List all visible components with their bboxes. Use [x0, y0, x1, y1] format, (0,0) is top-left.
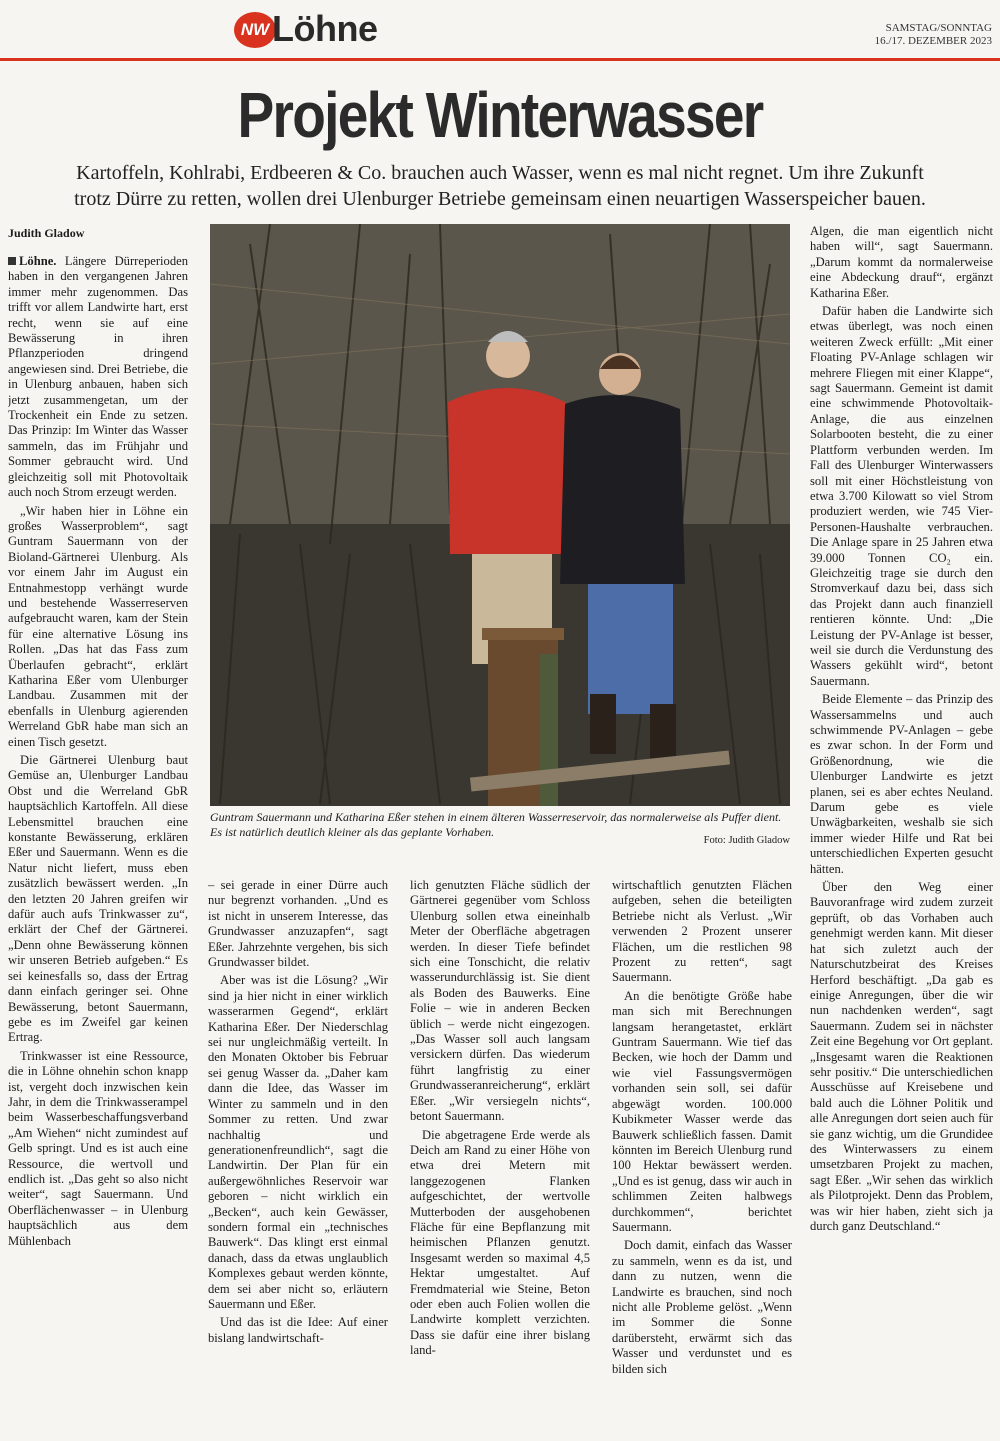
masthead-rule [0, 58, 1000, 61]
photo-caption [210, 810, 790, 848]
person-man-jacket [448, 388, 568, 554]
author-byline: Judith Gladow [8, 226, 85, 240]
paragraph [8, 254, 188, 501]
paragraph: Über den Weg einer Bauvoranfrage wird zudem zurzeit geprüft, ob das Vorhaben auch genehmigt werden kann. Mit dieser hat sich zuletzt auch der Naturschutzbeirat des Kreises Herford beschäftigt. „Da gab es einige Anregungen, über die wir nun nachdenken werden“, sagt Sauermann. Zudem sei in nächster Zeit eine Begehung vor Ort geplant. „Insgesamt waren die Reaktionen sehr positiv.“ Die unterschiedlichen Ausschüsse auf Kreisebene und bald auch die Löhner Politik und alle Anregungen dort seien auch für sie ganz wichtig, um die Grundidee des Winterwassers zu einem umsetzbaren Projekt zu machen, sagt Eßer. „Wir sehen das wirklich als Pilotprojekt. Denn das Problem, was wir hier haben, zieht sich ja durch ganz Deutschland.“ [810, 880, 993, 1233]
article-column-1 [8, 254, 188, 1436]
paragraph: Doch damit, einfach das Wasser zu sammeln, wenn es da ist, und dann zu nutzen, wenn die Landwirte es brauchen, sind noch nicht alle Probleme gelöst. „Wenn im Sommer die Sonne darübersteht, erwärmt sich das Wasser und verdunstet und es bilden sich [612, 1238, 792, 1376]
paragraph: wirtschaftlich genutzten Flächen aufgeben, sehen die beteiligten Betriebe nicht als Verlust. „Wir verwenden 2 Prozent unserer Flächen, um die restlichen 98 Prozent zu retten“, sagt Sauermann. [612, 878, 792, 985]
article-column-4 [612, 878, 792, 1436]
article-column-3 [410, 878, 590, 1436]
person-woman-jacket [560, 395, 685, 584]
subheadline-line-1: Kartoffeln, Kohlrabi, Erdbeeren & Co. brauchen auch Wasser, wenn es mal nicht regnet. Um ihre Zukunft [76, 162, 924, 184]
paragraph: – sei gerade in einer Dürre auch nur begrenzt vorhanden. „Und es ist nicht in unserem Interesse, das Grundwasser anzuzapfen“, sagt Eßer. Jahrzehnte vergehen, bis sich Grundwasser bildet. [208, 878, 388, 970]
paragraph: Algen, die man eigentlich nicht haben will“, sagt Sauermann. „Darum kommt da normalerweise eine Abdeckung drauf“, ergänzt Katharina Eßer. [810, 224, 993, 300]
dateline [875, 22, 992, 48]
paragraph: Dafür haben die Landwirte sich etwas überlegt, was noch einen weiteren Zweck erfüllt: „Mit einer Floating PV-Anlage schlagen wir mehrere Fliegen mit einer Klappe“, sagt Sauermann. Gemeint ist damit eine schwimmende Photovoltaik-Anlage, die aus einzelnen Solarbooten besteht, die zu einer Plattform verbunden werden. Im Fall des Ulenburger Winterwassers soll mit einer Höchstleistung von etwa 3.700 Kilowatt so viel Strom produziert werden, wie 745 Vier-Personen-Haushalte verbrauchen. Die Anlage spare in 25 Jahren etwa 39.000 Tonnen CO₂ ein. Gleichzeitig trage sie durch den Stromverkauf dazu bei, dass sich das Projekt dann auch finanziell rentieren könnte. Und: „Die Leistung der PV-Anlage ist besser, weil sie durch die Verdunstung des Wassers gekühlt wird“, betont Sauermann. [810, 304, 993, 688]
newspaper-logo-badge: NW [234, 12, 276, 48]
caption-text: Guntram Sauermann und Katharina Eßer stehen in einem älteren Wasserreservoir, das normalerweise als Puffer dient. Es ist natürlich deutlich kleiner als das geplante Vorhaben. [210, 810, 782, 839]
paragraph: „Wir haben hier in Löhne ein großes Wasserproblem“, sagt Guntram Sauermann von der Bioland-Gärtnerei Ulenburg. Als vor einem Jahr im August ein Entnahmestopp verhängt wurde und bestehende Wasserreserven aufgebraucht waren, kam der Stein für eine alternative Lösung ins Rollen. „Das hat das Fass zum Überlaufen gebracht“, erklärt Katharina Eßer vom Ulenburger Landbau. Zusammen mit der ebenfalls in Ulenburg agierenden Werreland GbR habe man sich an einen Tisch gesetzt. [8, 503, 188, 749]
paragraph: Trinkwasser ist eine Ressource, die in Löhne ohnehin schon knapp ist, vergeht doch inzwischen kein Jahr, in dem die Trinkwasserampel beim Wasserbeschaffungsverband „Am Wiehen“ nicht zumindest auf Gelb springt. Und es ist auch eine Ressource, die wertvoll und endlich ist. „Das geht so also nicht weiter“, sagt Sauermann. Und Oberflächenwasser – in Ulenburg hauptsächlich aus dem Mühlenbach [8, 1048, 188, 1248]
issue-date: 16./17. DEZEMBER 2023 [874, 35, 992, 47]
paragraph: Die abgetragene Erde werde als Deich am Rand zu einer Höhe von etwa drei Metern mit langgezogenen Flanken aufgeschichtet, der wertvolle Mutterboden der ausgehobenen Fläche für eine Bepflanzung mit heimischen Pflanzen genutzt. Insgesamt werden so maximal 4,5 Hektar umgestaltet. Auf Fremdmaterial wie Steine, Beton oder eben auch Folien wollen die Landwirte komplett verzichten. Dass sie dafür eine ihrer bislang land- [410, 1127, 590, 1358]
paragraph: Aber was ist die Lösung? „Wir sind ja hier nicht in einer wirklich wasserarmen Gegend“, erklärt Katharina Eßer. Der Niederschlag sei nur ungleichmäßig verteilt. In den Monaten Oktober bis Februar sei genug Wasser da. „Daher kam dann die Idee, das Wasser im Winter zu sammeln und in den Sommer zu retten. Und zwar nachhaltig und generationenfreundlich“, sagt die Landwirtin. Der Plan für ein außergewöhnliches Reservoir war geboren – nicht wirklich ein „Becken“, auch kein Gewässer, sondern formal ein „technisches Bauwerk“. Das klingt erst einmal danach, dass da etwas unglaublich Komplexes gebaut werden könnte, dem sei aber nicht so, erläutern Sauermann und Eßer. [208, 973, 388, 1311]
issue-day: SAMSTAG/SONNTAG [885, 22, 992, 34]
paragraph: Die Gärtnerei Ulenburg baut Gemüse an, Ulenburger Landbau Obst und die Werreland GbR hauptsächlich Kartoffeln. All diese Lebensmittel brauchen eine konstante Bewässerung, erklären Eßer und Sauermann. Wenn es die Natur nicht liefert, muss eben zusätzlich bewässert werden. „In den letzten 20 Jahren greifen wir dafür auch aufs Trinkwasser zu“, erklärt der Chef der Gärtnerei. „Denn ohne Bewässerung können wir unseren Betrieb aufgeben.“ Es sei keinesfalls so, dass der Ertrag dann einfach geringer sei. Ohne Bewässerung, betont Sauermann, gebe es im Zweifel gar keinen Ertrag. [8, 753, 188, 1045]
article-column-5 [810, 224, 993, 1436]
article-subheadline [0, 160, 1000, 212]
paragraph-text: Längere Dürreperioden haben in den vergangenen Jahren immer mehr zugenommen. Das trifft vor allem Landwirte hart, erst recht, wenn sie auf eine Bewässerung in ihren Pflanzperioden dringend angewiesen sind. Drei Betriebe, die in Ulenburg anbauen, haben sich jetzt zusammengetan, um der Trockenheit ein Ende zu setzen. Das Prinzip: Im Winter das Wasser sammeln, das im Frühjahr und Sommer gebraucht wird. Und gleichzeitig soll mit Photovoltaik auch noch Strom erzeugt werden. [8, 254, 188, 500]
article-photo [210, 224, 790, 806]
paragraph: lich genutzten Fläche südlich der Gärtnerei gegenüber vom Schloss Ulenburg sollen etwa eineinhalb Meter der Oberfläche abgetragen werden. In dieser Tiefe befindet sich eine Tonschicht, die relativ wasserundurchlässig ist. Sie dient als Boden des Bauwerks. Eine Folie – wie in anderen Becken üblich – werde nicht eingezogen. „Das Wasser soll auch langsam versickern dürfen. Das wiederum führt langfristig zu einer Grundwasseranreicherung“, erklärt Eßer. „Wir versiegeln nichts“, betont Sauermann. [410, 878, 590, 1124]
masthead [0, 0, 1000, 62]
article-headline: Projekt Winterwasser [237, 79, 763, 151]
paragraph: Und das ist die Idee: Auf einer bislang landwirtschaft- [208, 1315, 388, 1345]
paragraph: Beide Elemente – das Prinzip des Wassersammelns und auch schwimmende PV-Anlagen – gebe es zwar schon. In der Form und Größenordnung, wie die Ulenburger Landwirte es jetzt planen, sei es aber echtes Neuland. Darum gebe es viele Unwägbarkeiten, weshalb sie sich immer wieder Hilfe und Rat bei unterschiedlichen Experten gesucht hätten. [810, 692, 993, 876]
subheadline-line-2: trotz Dürre zu retten, wollen drei Ulenburger Betriebe gemeinsam einen neuartigen Wasserspeicher bauen. [74, 188, 926, 210]
local-edition-title: Löhne [272, 8, 378, 49]
photo-illustration [210, 224, 790, 806]
photo-credit: Foto: Judith Gladow [703, 835, 790, 846]
paragraph: An die benötigte Größe habe man sich mit Berechnungen langsam herangetastet, erklärt Guntram Sauermann. Wie tief das Becken, wie hoch der Damm und wie viel Fassungsvermögen vorhanden sein soll, sei dafür abgewägt worden. 100.000 Kubikmeter Wasser werde das Bauwerk schließlich fassen. Damit könnten im Bereich Ulenburg rund 100 Hektar bewässert werden. „Und es ist genug, dass wir auch in schlimmen Zeiten halbwegs durchkommen“, berichtet Sauermann. [612, 988, 792, 1234]
article-column-2 [208, 878, 388, 1436]
dateline-place: Löhne. [19, 254, 57, 268]
bullet-square-icon [8, 257, 16, 265]
